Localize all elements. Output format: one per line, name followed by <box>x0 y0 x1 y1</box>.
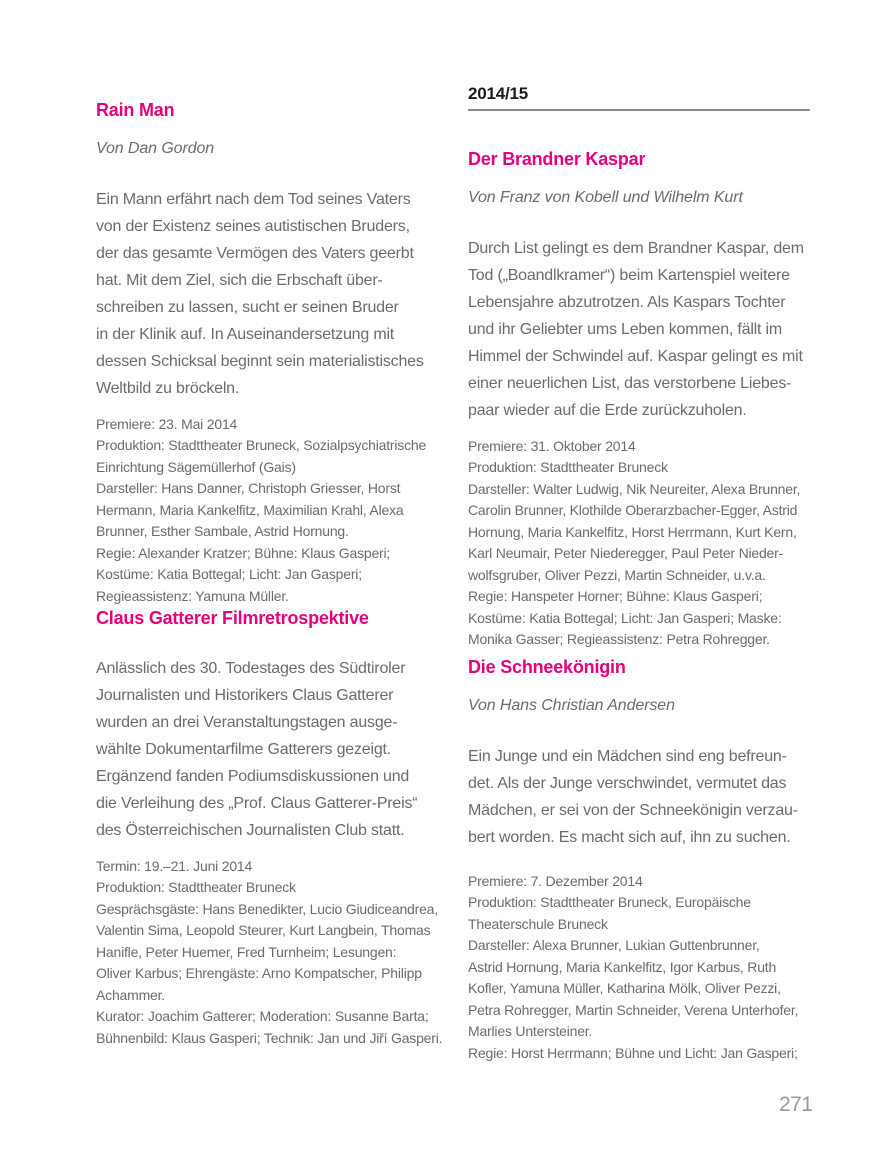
text-line: Gesprächsgäste: Hans Benedikter, Lucio Giudiceandrea, <box>96 900 438 917</box>
text-line: Bühnenbild: Klaus Gasperi; Technik: Jan und Jiří Gasperi. <box>96 1029 443 1046</box>
text-line: det. Als der Junge verschwindet, vermutet das <box>468 774 787 792</box>
text-line: Produktion: Stadttheater Bruneck <box>468 459 668 476</box>
text-line: und ihr Geliebter ums Leben kommen, fällt im <box>468 320 783 338</box>
text-line: Kostüme: Katia Bottegal; Licht: Jan Gasperi; Maske: <box>468 609 782 626</box>
text-line: Valentin Sima, Leopold Steurer, Kurt Langbein, Thomas <box>96 922 431 939</box>
section-title: Die Schneekönigin <box>468 656 626 677</box>
section-title: Der Brandner Kaspar <box>468 148 646 169</box>
text-line: Theaterschule Bruneck <box>468 915 608 932</box>
text-line: Astrid Hornung, Maria Kankelfitz, Igor Karbus, Ruth <box>468 958 777 975</box>
synopsis-text <box>96 655 462 844</box>
text-line: Premiere: 7. Dezember 2014 <box>468 872 643 889</box>
synopsis-text <box>468 743 810 851</box>
section-rain-man <box>96 84 462 607</box>
text-line: Produktion: Stadttheater Bruneck, Sozialpsychiatrische <box>96 437 427 454</box>
text-line: des Österreichischen Journalisten Club statt. <box>96 821 405 839</box>
text-line: Darsteller: Alexa Brunner, Lukian Guttenbrunner, <box>468 937 760 954</box>
text-line: die Verleihung des „Prof. Claus Gatterer-Preis“ <box>96 794 418 812</box>
text-line: Achammer. <box>96 986 165 1003</box>
credits-block <box>468 436 810 651</box>
season-header: 2014/15 <box>468 84 810 111</box>
synopsis-text <box>468 235 810 424</box>
text-line: Kurator: Joachim Gatterer; Moderation: Susanne Barta; <box>96 1008 429 1025</box>
text-line: Durch List gelingt es dem Brandner Kaspar, dem <box>468 239 804 257</box>
text-line: Ein Junge und ein Mädchen sind eng befreun- <box>468 747 787 765</box>
text-line: wolfsgruber, Oliver Pezzi, Martin Schneider, u.v.a. <box>468 566 766 583</box>
text-line: dessen Schicksal beginnt sein materialistisches <box>96 352 424 370</box>
text-line: Anlässlich des 30. Todestages des Südtiroler <box>96 659 406 677</box>
text-line: hat. Mit dem Ziel, sich die Erbschaft über- <box>96 271 383 289</box>
text-line: Himmel der Schwindel auf. Kaspar gelingt es mit <box>468 347 803 365</box>
text-line: Regie: Hanspeter Horner; Bühne: Klaus Gasperi; <box>468 588 763 605</box>
section-title: Claus Gatterer Filmretrospektive <box>96 607 369 628</box>
text-line: Carolin Brunner, Klothilde Oberarzbacher-Egger, Astrid <box>468 502 798 519</box>
text-line: Kofler, Yamuna Müller, Katharina Mölk, Oliver Pezzi, <box>468 980 781 997</box>
text-line: von der Existenz seines autistischen Bruders, <box>96 217 410 235</box>
text-line: paar wieder auf die Erde zurückzuholen. <box>468 401 747 419</box>
text-line: der das gesamte Vermögen des Vaters geerbt <box>96 244 414 262</box>
text-line: Marlies Untersteiner. <box>468 1023 593 1040</box>
text-line: Tod („Boandlkramer“) beim Kartenspiel weitere <box>468 266 790 284</box>
text-line: Kostüme: Katia Bottegal; Licht: Jan Gasperi; <box>96 566 362 583</box>
section-schneekoenigin <box>468 641 810 1064</box>
section-title: Rain Man <box>96 99 175 120</box>
text-line: Produktion: Stadttheater Bruneck <box>96 879 296 896</box>
text-line: Brunner, Esther Sambale, Astrid Hornung. <box>96 523 349 540</box>
text-line: einer neuerlichen List, das verstorbene Liebes- <box>468 374 792 392</box>
section-author: Von Franz von Kobell und Wilhelm Kurt <box>468 188 743 206</box>
text-line: Darsteller: Hans Danner, Christoph Griesser, Horst <box>96 480 401 497</box>
text-line: Monika Gasser; Regieassistenz: Petra Rohregger. <box>468 631 770 648</box>
text-line: Petra Rohregger, Martin Schneider, Verena Unterhofer, <box>468 1001 799 1018</box>
text-line: Oliver Karbus; Ehrengäste: Arno Kompatscher, Philipp <box>96 965 422 982</box>
text-line: Karl Neumair, Peter Niederegger, Paul Peter Nieder- <box>468 545 784 562</box>
text-line: Hermann, Maria Kankelfitz, Maximilian Krahl, Alexa <box>96 501 404 518</box>
credits-block <box>468 871 810 1065</box>
page-number: 271 <box>779 1093 813 1116</box>
text-line: Regie: Horst Herrmann; Bühne und Licht: Jan Gasperi; <box>468 1044 798 1061</box>
text-line: Ein Mann erfährt nach dem Tod seines Vaters <box>96 190 411 208</box>
text-line: Hornung, Maria Kankelfitz, Horst Herrmann, Kurt Kern, <box>468 523 797 540</box>
synopsis-text <box>96 186 462 402</box>
credits-block <box>96 856 462 1050</box>
section-author: Von Dan Gordon <box>96 139 215 157</box>
text-line: in der Klinik auf. In Auseinandersetzung mit <box>96 325 395 343</box>
text-line: Regieassistenz: Yamuna Müller. <box>96 587 289 604</box>
text-line: wählte Dokumentarfilme Gatterers gezeigt. <box>96 740 392 758</box>
section-claus-gatterer <box>96 592 462 1049</box>
text-line: bert worden. Es macht sich auf, ihn zu suchen. <box>468 828 791 846</box>
credits-block <box>96 414 462 608</box>
text-line: Darsteller: Walter Ludwig, Nik Neureiter, Alexa Brunner, <box>468 480 801 497</box>
text-line: Premiere: 31. Oktober 2014 <box>468 437 636 454</box>
text-line: schreiben zu lassen, sucht er seinen Bruder <box>96 298 399 316</box>
text-line: wurden an drei Veranstaltungstagen ausge- <box>96 713 398 731</box>
text-line: Termin: 19.–21. Juni 2014 <box>96 857 253 874</box>
text-line: Journalisten und Historikers Claus Gatterer <box>96 686 394 704</box>
section-author: Von Hans Christian Andersen <box>468 696 675 714</box>
text-line: Weltbild zu bröckeln. <box>96 379 240 397</box>
text-line: Mädchen, er sei von der Schneekönigin verzau- <box>468 801 798 819</box>
text-line: Premiere: 23. Mai 2014 <box>96 415 238 432</box>
text-line: Regie: Alexander Kratzer; Bühne: Klaus Gasperi; <box>96 544 391 561</box>
text-line: Einrichtung Sägemüllerhof (Gais) <box>96 458 296 475</box>
text-line: Lebensjahre abzutrotzen. Als Kaspars Tochter <box>468 293 786 311</box>
text-line: Hanifle, Peter Huemer, Fred Turnheim; Lesungen: <box>96 943 397 960</box>
text-line: Produktion: Stadttheater Bruneck, Europäische <box>468 894 751 911</box>
section-brandner-kaspar <box>468 133 810 651</box>
text-line: Ergänzend fanden Podiumsdiskussionen und <box>96 767 410 785</box>
